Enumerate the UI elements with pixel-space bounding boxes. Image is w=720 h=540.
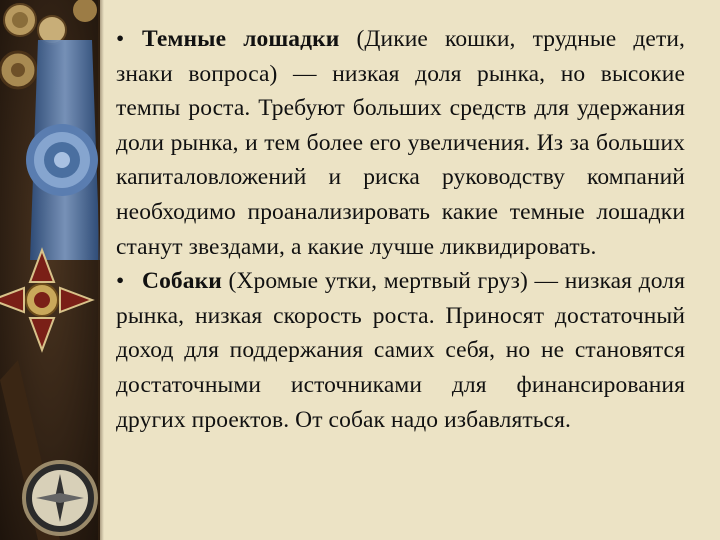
bullet-icon: • (116, 26, 125, 52)
description-dogs: (Хромые утки, мертвый груз) — низкая доля рынка, низкая скорость роста. Приносят достаточный доход для поддержания самих себя, но не становятся достаточными источниками для финансирования других проектов. От собак надо избавляться. (116, 268, 685, 433)
description-dark-horses: (Дикие кошки, трудные дети, знаки вопроса) — низкая доля рынка, но высокие темпы роста. Требуют больших средств для удержания доли рынка, и тем более его увеличения. Из за больших капиталовложений и риска руководству компаний необходимо проанализировать какие темные лошадки станут звездами, а какие лучше ликвидировать. (116, 26, 685, 260)
edge-shadow (98, 0, 104, 540)
term-dogs: Собаки (142, 268, 222, 295)
bullet-icon: • (116, 268, 125, 295)
ribbon-rosette-icon (26, 124, 98, 196)
slide-text (116, 22, 685, 437)
compass-icon (24, 462, 96, 534)
bullet-item-dogs (116, 264, 685, 437)
term-dark-horses: Темные лошадки (142, 26, 340, 52)
bullet-item-dark-horses (116, 22, 685, 264)
medals-collage-image (0, 0, 100, 540)
